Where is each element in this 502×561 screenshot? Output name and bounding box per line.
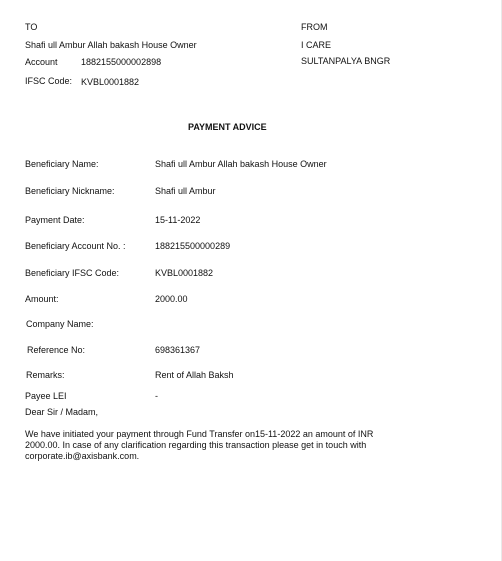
to-heading: TO (25, 22, 38, 32)
document-title: PAYMENT ADVICE (188, 122, 267, 132)
salutation: Dear Sir / Madam, (25, 407, 99, 417)
detail-value: 188215500000289 (155, 241, 231, 251)
detail-value: 2000.00 (155, 294, 188, 304)
detail-label: Payee LEI (25, 391, 67, 401)
detail-label: Company Name: (26, 319, 94, 329)
detail-label: Beneficiary Name: (25, 159, 99, 169)
detail-value: Rent of Allah Baksh (155, 370, 234, 380)
detail-value: 15-11-2022 (155, 215, 201, 225)
account-label: Account (25, 57, 58, 67)
detail-value: 698361367 (155, 345, 201, 355)
detail-label: Beneficiary Account No. : (25, 241, 126, 251)
ifsc-label: IFSC Code: (25, 76, 73, 86)
advice-message: We have initiated your payment through Fund Transfer on15-11-2022 an amount of INR 2000.00. In case of any clarification regarding this transaction please get in touch with corporate.ib@axisbank.com. (25, 429, 374, 461)
detail-label: Amount: (25, 294, 59, 304)
from-line-1: I CARE (301, 40, 332, 50)
detail-label: Beneficiary Nickname: (25, 186, 115, 196)
detail-label: Reference No: (27, 345, 86, 355)
from-heading: FROM (301, 22, 328, 32)
account-value: 1882155000002898 (81, 57, 162, 67)
to-name: Shafi ull Ambur Allah bakash House Owner (25, 40, 197, 50)
detail-value: Shafi ull Ambur (155, 186, 216, 196)
detail-value: Shafi ull Ambur Allah bakash House Owner (155, 159, 327, 169)
detail-value: KVBL0001882 (155, 268, 214, 278)
detail-label: Remarks: (26, 370, 65, 380)
detail-label: Beneficiary IFSC Code: (25, 268, 120, 278)
detail-label: Payment Date: (25, 215, 85, 225)
from-line-2: SULTANPALYA BNGR (301, 56, 391, 66)
detail-value: - (155, 391, 158, 401)
ifsc-value: KVBL0001882 (81, 77, 140, 87)
